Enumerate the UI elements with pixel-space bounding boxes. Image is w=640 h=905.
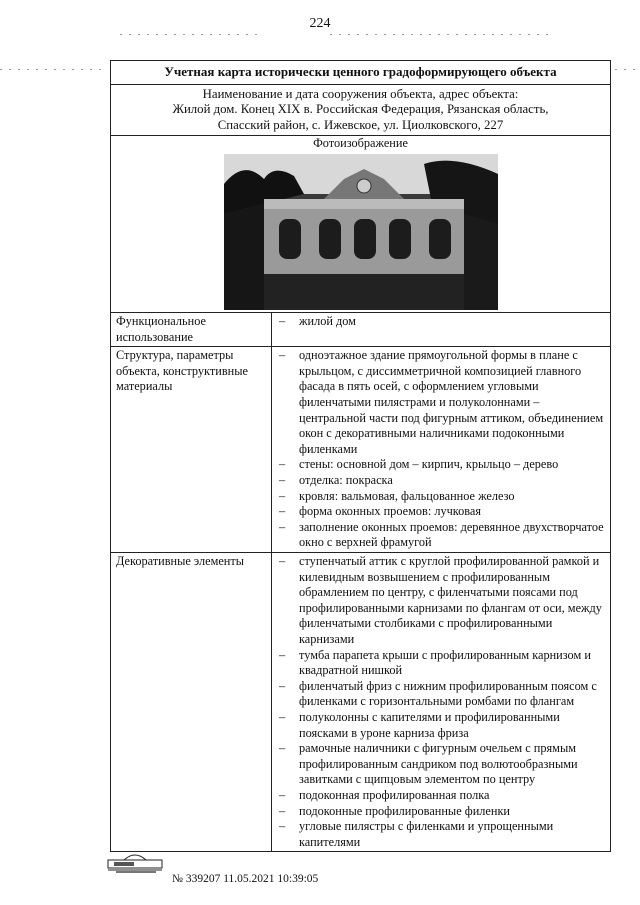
list-item (277, 489, 605, 505)
item-text: заполнение оконных проемов: деревянное двухстворчатое окно с верхней фрамугой (299, 519, 604, 550)
dash: – (279, 519, 286, 534)
header-line: Наименование и дата сооружения объекта, адрес объекта: (202, 86, 519, 101)
dash: – (279, 709, 286, 724)
list-item (277, 504, 605, 520)
list-item (277, 710, 605, 741)
photo-cell (111, 136, 611, 313)
item-text: жилой дом (299, 314, 356, 329)
record-card-table (110, 60, 611, 852)
registry-logo-icon (106, 852, 164, 876)
list-item (277, 804, 605, 820)
row-values (272, 313, 611, 347)
item-text: форма оконных проемов: лучковая (299, 504, 482, 519)
dash: – (279, 678, 286, 693)
scan-noise (615, 69, 640, 70)
header-line: Жилой дом. Конец XIX в. Российская Федерация, Рязанская область, (172, 102, 549, 117)
building-photo (224, 154, 498, 310)
row-values (272, 553, 611, 852)
dash: – (279, 473, 286, 488)
scan-noise (0, 69, 105, 70)
item-text: рамочные наличники с фигурным очельем с прямым профилированным сандриком под волютообразными завитками с щипцовым элементом по центру (299, 741, 578, 787)
item-text: подоконные профилированные филенки (299, 803, 511, 818)
dash: – (279, 504, 286, 519)
list-item (277, 473, 605, 489)
dash: – (279, 457, 286, 472)
item-text: подоконная профилированная полка (299, 787, 490, 802)
list-item (277, 314, 605, 330)
table-row (111, 553, 611, 852)
dash: – (279, 741, 286, 756)
dash: – (279, 348, 286, 363)
item-text: ступенчатый аттик с круглой профилированной рамкой и килевидным возвышением с профилированным обрамлением по центру, с филенчатыми поясами под профилированными карнизами по флангам от оси, между филенчатыми столбиками с профилированными карнизами (299, 554, 602, 646)
list-item (277, 788, 605, 804)
page-number: 224 (309, 16, 331, 31)
list-item (277, 741, 605, 788)
card-title: Учетная карта исторически ценного градоформирующего объекта (111, 61, 611, 85)
table-row (111, 313, 611, 347)
row-label: Функциональное использование (111, 313, 272, 347)
item-text: угловые пилястры с филенками и упрощенными капителями (299, 819, 554, 849)
scan-noise (120, 34, 260, 35)
scan-noise (330, 34, 550, 35)
photo-label: Фотоизображение (313, 136, 408, 151)
list-item (277, 679, 605, 710)
item-text: одноэтажное здание прямоугольной формы в плане с крыльцом, с диссимметричной композицией главного фасада в пять осей, с оформлением угловыми филенчатыми пилястрами и полуколоннами – центральной части под фигурным аттиком, объединением окон с декоративными наличниками подоконными филенками (299, 348, 604, 456)
item-text: стены: основной дом – кирпич, крыльцо – дерево (299, 457, 559, 472)
dash: – (279, 314, 286, 329)
dash: – (279, 787, 286, 802)
header-line: Спасский район, с. Ижевское, ул. Циолковского, 227 (217, 117, 504, 132)
item-text: отделка: покраска (299, 473, 393, 488)
table-row (111, 347, 611, 553)
list-item (277, 348, 605, 457)
dash: – (279, 819, 286, 834)
row-label: Декоративные элементы (111, 553, 272, 852)
item-text: полуколонны с капителями и профилированными поясками в уроне карниза фриза (299, 709, 560, 740)
item-text: тумба парапета крыши с профилированным карнизом и квадратной нишкой (299, 647, 591, 678)
registration-stamp: № 339207 11.05.2021 10:39:05 (172, 873, 319, 885)
item-text: кровля: вальмовая, фальцованное железо (299, 488, 515, 503)
object-name-address (111, 84, 611, 136)
item-text: филенчатый фриз с нижним профилированным поясом с филенками с горизонтальными ромбами по флангам (299, 678, 597, 709)
list-item (277, 554, 605, 648)
list-item (277, 819, 605, 850)
list-item (277, 457, 605, 473)
dash: – (279, 554, 286, 568)
list-item (277, 648, 605, 679)
dash: – (279, 488, 286, 503)
row-values (272, 347, 611, 553)
dash: – (279, 647, 286, 662)
row-label: Структура, параметры объекта, конструктивные материалы (111, 347, 272, 553)
dash: – (279, 803, 286, 818)
list-item (277, 520, 605, 551)
